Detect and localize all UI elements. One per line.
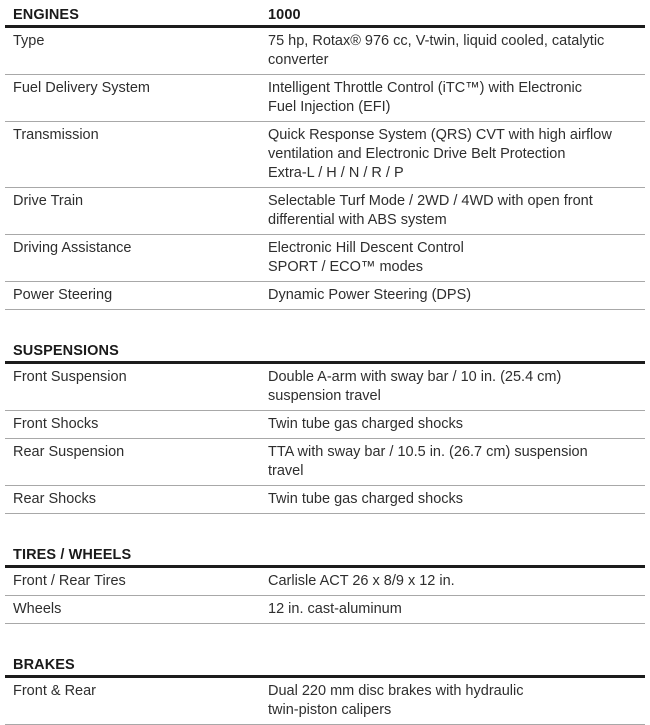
spec-value-line: Extra-L / H / N / R / P [268,165,404,181]
spec-row-power-steering [5,282,645,310]
spec-value-line: 75 hp, Rotax® 976 cc, V-twin, liquid cooled, catalytic [268,33,605,49]
section-title: SUSPENSIONS [13,343,119,359]
spec-label: Power Steering [13,287,113,303]
spec-label: Front Suspension [13,369,127,385]
section-header [5,336,645,364]
spec-row-rear-suspension [5,439,645,486]
section-spacer [5,310,645,336]
spec-value-line: differential with ABS system [268,212,447,228]
spec-row-driving-assistance [5,235,645,282]
spec-value [268,286,645,305]
section-tires-wheels [5,540,645,624]
section-title: BRAKES [13,657,75,673]
model-column-header: 1000 [268,7,301,23]
spec-value-line: Selectable Turf Mode / 2WD / 4WD with open front [268,193,593,209]
spec-value [268,415,645,434]
spec-value-line: suspension travel [268,388,381,404]
spec-value-line: Carlisle ACT 26 x 8/9 x 12 in. [268,573,455,589]
spec-label: Wheels [13,601,62,617]
spec-value-line: Twin tube gas charged shocks [268,491,464,507]
spec-value [268,682,645,720]
spec-value-line: 12 in. cast-aluminum [268,601,402,617]
spec-row-tires [5,568,645,596]
spec-row-type [5,28,645,75]
spec-row-rear-shocks [5,486,645,514]
section-brakes [5,650,645,725]
section-title: TIRES / WHEELS [13,547,132,563]
section-engines [5,0,645,310]
spec-row-fuel-delivery [5,75,645,122]
spec-value-line: TTA with sway bar / 10.5 in. (26.7 cm) suspension [268,444,588,460]
spec-value [268,32,645,70]
spec-row-transmission [5,122,645,188]
section-header [5,650,645,678]
spec-label: Type [13,33,45,49]
section-header [5,0,645,28]
spec-label: Transmission [13,127,99,143]
spec-value-line: Dynamic Power Steering (DPS) [268,287,472,303]
spec-value-line: Quick Response System (QRS) CVT with high airflow [268,127,612,143]
spec-value-line: Electronic Hill Descent Control [268,240,464,256]
section-suspensions [5,336,645,514]
spec-value [268,572,645,591]
spec-value-line: ventilation and Electronic Drive Belt Protection [268,146,566,162]
section-spacer [5,514,645,540]
spec-value [268,443,645,481]
spec-row-wheels [5,596,645,624]
spec-sheet [5,0,645,725]
spec-value [268,239,645,277]
spec-value-line: Dual 220 mm disc brakes with hydraulic [268,683,524,699]
spec-value [268,490,645,509]
spec-value [268,368,645,406]
spec-row-front-suspension [5,364,645,411]
spec-label: Front & Rear [13,683,96,699]
spec-value-line: Intelligent Throttle Control (iTC™) with Electronic [268,80,583,96]
spec-label: Fuel Delivery System [13,80,150,96]
spec-label: Rear Suspension [13,444,125,460]
spec-value-line: Twin tube gas charged shocks [268,416,464,432]
spec-value-line: twin-piston calipers [268,702,392,718]
spec-value [268,192,645,230]
spec-row-brakes [5,678,645,725]
spec-value-line: travel [268,463,304,479]
spec-label: Front / Rear Tires [13,573,126,589]
spec-value-line: Fuel Injection (EFI) [268,99,391,115]
spec-value [268,600,645,619]
spec-value-line: converter [268,52,329,68]
spec-value-line: SPORT / ECO™ modes [268,259,423,275]
spec-value [268,79,645,117]
spec-value [268,126,645,183]
section-title: ENGINES [13,7,79,23]
section-spacer [5,624,645,650]
spec-row-front-shocks [5,411,645,439]
spec-label: Driving Assistance [13,240,132,256]
spec-value-line: Double A-arm with sway bar / 10 in. (25.4 cm) [268,369,562,385]
spec-row-drive-train [5,188,645,235]
spec-label: Drive Train [13,193,84,209]
spec-label: Front Shocks [13,416,99,432]
section-header [5,540,645,568]
spec-label: Rear Shocks [13,491,97,507]
